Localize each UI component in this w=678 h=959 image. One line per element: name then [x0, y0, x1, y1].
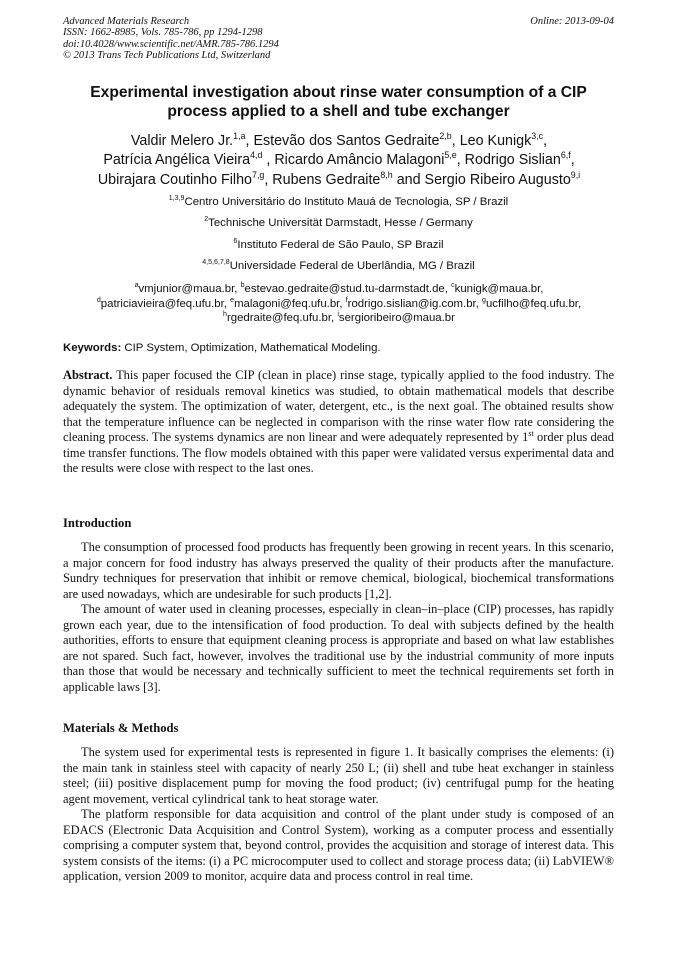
affiliation: $^2$Technische Universität Darmstadt, Hesse / Germany	[204, 216, 473, 229]
introduction-body	[63, 540, 614, 695]
email[interactable]: $^c$kunigk@maua.br,	[451, 282, 544, 295]
affiliation: $^{4,5,6,7,8}$Universidade Federal de Uberlândia, MG / Brazil	[202, 259, 475, 272]
paper-title: Experimental investigation about rinse water consumption of a CIP process applied to a shell and tube exchanger	[90, 84, 587, 120]
email[interactable]: $^b$estevao.gedraite@stud.tu-darmstadt.de,	[240, 282, 452, 295]
journal-header	[63, 16, 614, 62]
paragraph: The consumption of processed food products has frequently been growing in recent years. In this scenario, a major concern for food industry has always preserved the quality of their products after the manufacture. Sundry techniques for preservation that inhibit or remove chemical, biological, biochemical transformations are used nowadays, which are undesirable for such products [1,2].	[63, 540, 614, 601]
author: Ubirajara Coutinho Filho$^{7,g}$,	[97, 169, 273, 188]
author: Sergio Ribeiro Augusto$^{9,i}$	[424, 169, 581, 188]
affiliation: $^{1,3,9}$Centro Universitário do Instituto Mauá de Tecnologia, SP / Brazil	[168, 195, 509, 208]
email-list	[50, 282, 628, 326]
paragraph: The system used for experimental tests is represented in figure 1. It basically comprises the elements: (i) the main tank in stainless steel with capacity of nearly 250 L; (ii) shell and tube heat exchanger in stainless steel; (iii) positive displacement pump for moving the food product; (iv) centrifugal pump for the heating agent movement, vertical cylindrical tank to heat storage water.	[63, 745, 614, 806]
section-heading-methods: Materials & Methods	[63, 721, 179, 735]
author: Rodrigo Sislian$^{6,f}$,	[464, 150, 575, 169]
affiliation: $^6$Instituto Federal de São Paulo, SP Brazil	[233, 238, 444, 251]
abstract-label: Abstract.	[63, 368, 113, 382]
email[interactable]: $^h$rgedraite@feq.ufu.br,	[223, 311, 338, 324]
journal-doi: doi:10.4028/www.scientific.net/AMR.785-786.1294	[63, 38, 279, 50]
email[interactable]: $^e$malagoni@feq.ufu.br,	[230, 296, 346, 310]
email[interactable]: $^a$vmjunior@maua.br,	[134, 282, 241, 295]
email[interactable]: $^i$sergioribeiro@maua.br	[337, 311, 455, 324]
keywords-label: Keywords:	[63, 342, 122, 354]
keywords	[63, 341, 614, 355]
paragraph: The platform responsible for data acquisition and control of the plant under study is composed of an EDACS (Electronic Data Acquisition and Control System), working as a computer process and essentially comprising a computer system that, beyond control, provides the acquisition and storage of interest data. This system consists of the items: (i) a PC microcomputer used to collect and storage process data; (ii) LabVIEW® application, version 2009 to monitor, acquire data and process control in real time.	[63, 807, 614, 884]
author: Patrícia Angélica Vieira$^{4,d}$ ,	[103, 150, 275, 169]
paragraph: The amount of water used in cleaning processes, especially in clean–in–place (CIP) processes, has rapidly grown each year, due to the intensification of food production. To deal with subjects defined by the health authorities, efforts to ensure that equipment cleaning process is appropriate and based on what law establishes are not spared. Such fact, however, involves the traditional use by the industrial community of more inputs than those that would be necessary and technically sufficient to meet the technical requirements set forth in applicable laws [3].	[63, 602, 614, 694]
email[interactable]: $^d$patriciavieira@feq.ufu.br,	[96, 296, 231, 310]
author: Rubens Gedraite$^{8,h}$ and	[272, 169, 425, 188]
author-list	[40, 132, 638, 190]
online-date: Online: 2013-09-04	[530, 16, 614, 27]
author: Estevão dos Santos Gedraite$^{2,b}$,	[253, 131, 460, 149]
email[interactable]: $^f$rodrigo.sislian@ig.com.br,	[345, 296, 483, 310]
author: Ricardo Amâncio Malagoni$^{5,e}$,	[274, 150, 465, 169]
journal-name: Advanced Materials Research	[63, 16, 190, 27]
email[interactable]: $^g$ucfilho@feq.ufu.br,	[482, 296, 582, 310]
abstract: Abstract. This paper focused the CIP (clean in place) rinse stage, typically applied to the food industry. The dynamic behavior of residuals removal kinetics was studied, to obtain mathematical models that describe adequately the system. The optimization of water, detergent, etc., is the next goal. The obtained results show that the temperature influence can be neglected in comparison with the rinse water flow rate considering the cleaning process. The systems dynamics are non linear and were adequately represented by 1st order plus dead time transfer functions. The flow models obtained with this paper were validated versus experimental data and the results were close with respect to the last ones.	[63, 368, 614, 476]
section-heading-introduction: Introduction	[63, 516, 132, 530]
keywords-text: CIP System, Optimization, Mathematical Modeling.	[121, 342, 381, 354]
author: Leo Kunigk$^{3,c}$,	[459, 131, 548, 149]
author: Valdir Melero Jr.$^{1,a}$,	[130, 131, 254, 149]
journal-copyright: © 2013 Trans Tech Publications Ltd, Switzerland	[63, 50, 271, 62]
journal-issn: ISSN: 1662-8985, Vols. 785-786, pp 1294-1298	[63, 27, 263, 39]
methods-body	[63, 745, 614, 885]
